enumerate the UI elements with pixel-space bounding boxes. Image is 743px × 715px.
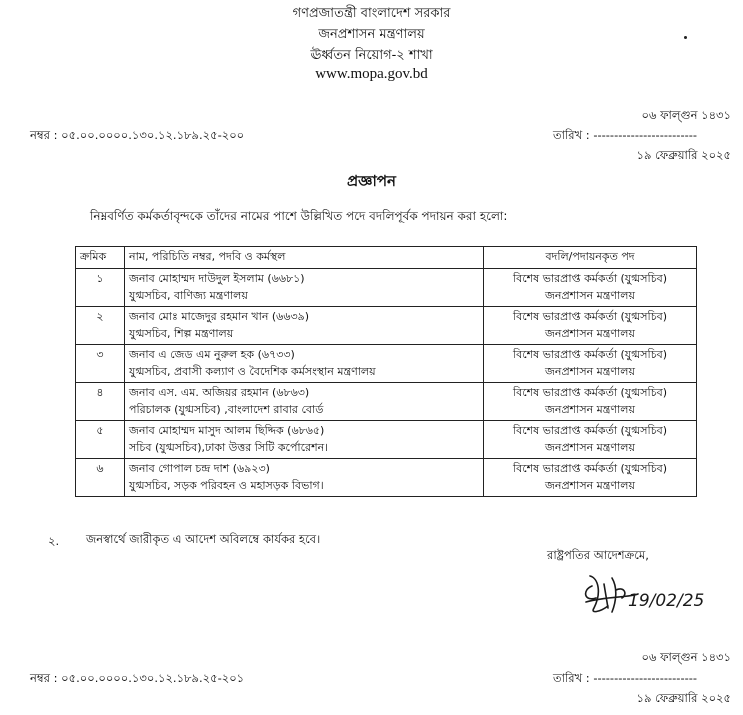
row-post: বিশেষ ভারপ্রাপ্ত কর্মকর্তা (যুগ্মসচিব) (512, 348, 668, 361)
memo2-date-bangla: ০৬ ফাল্গুন ১৪৩১ (641, 650, 731, 664)
row-detail: সচিব (যুগ্মসচিব),ঢাকা উত্তর সিটি কর্পোরেশন। (129, 441, 329, 454)
para2-text: জনস্বার্থে জারীকৃত এ আদেশ অবিলম্বে কার্যকর হবে। (86, 532, 321, 546)
memo1-date-label: তারিখ : ------------------------- (553, 128, 698, 142)
notice-intro: নিম্নবর্ণিত কর্মকর্তাবৃন্দকে তাঁদের নামের পাশে উল্লিখিত পদে বদলিপূর্বক পদায়ন করা হলো: (90, 209, 508, 223)
memo2-number: নম্বর : ০৫.০০.০০০০.১৩০.১২.১৮৯.২৫-২০১ (30, 671, 245, 685)
row-name-cell (125, 421, 484, 459)
website-link[interactable]: www.mopa.gov.bd (315, 66, 428, 82)
row-office: জনপ্রশাসন মন্ত্রণালয় (545, 289, 635, 302)
header-post: বদলি/পদায়নকৃত পদ (484, 247, 697, 269)
row-post-cell (484, 345, 697, 383)
row-detail: যুগ্মসচিব, সড়ক পরিবহন ও মহাসড়ক বিভাগ। (129, 479, 324, 492)
table-header-row (76, 247, 697, 269)
row-name-cell (125, 269, 484, 307)
row-post: বিশেষ ভারপ্রাপ্ত কর্মকর্তা (যুগ্মসচিব) (512, 424, 668, 437)
row-serial: ৪ (76, 383, 125, 421)
notice-title: প্রজ্ঞাপন (346, 172, 397, 190)
row-serial: ২ (76, 307, 125, 345)
ministry-name: জনপ্রশাসন মন্ত্রণালয় (318, 27, 425, 42)
header-name: নাম, পরিচিতি নম্বর, পদবি ও কর্মস্থল (125, 247, 484, 269)
row-post-cell (484, 269, 697, 307)
row-post-cell (484, 421, 697, 459)
table-row (76, 421, 697, 459)
row-name-cell (125, 307, 484, 345)
row-office: জনপ্রশাসন মন্ত্রণালয় (545, 365, 635, 378)
memo1-date-bangla: ০৬ ফাল্গুন ১৪৩১ (641, 108, 731, 122)
row-office: জনপ্রশাসন মন্ত্রণালয় (545, 441, 635, 454)
row-name: জনাব মোহাম্মদ মাসুদ আলম ছিদ্দিক (৬৮৬৫) (129, 424, 325, 437)
memo2-date-english: ১৯ ফেব্রুয়ারি ২০২৫ (636, 691, 731, 705)
row-name: জনাব এ জেড এম নুরুল হক (৬৭৩৩) (129, 348, 295, 361)
row-post: বিশেষ ভারপ্রাপ্ত কর্মকর্তা (যুগ্মসচিব) (512, 272, 668, 285)
stray-dot (684, 36, 687, 39)
memo2-date-label: তারিখ : ------------------------- (553, 671, 698, 685)
table-row (76, 345, 697, 383)
table-row (76, 383, 697, 421)
para2-number: ২. (48, 534, 60, 548)
row-serial: ৬ (76, 459, 125, 497)
posting-table (75, 246, 697, 497)
table-row (76, 459, 697, 497)
row-name-cell (125, 345, 484, 383)
row-name-cell (125, 383, 484, 421)
row-name: জনাব মোঃ মাজেদুর রহমান খান (৬৬৩৯) (129, 310, 310, 323)
row-name: জনাব মোহাম্মদ দাউদুল ইসলাম (৬৬৮১) (129, 272, 305, 285)
row-post-cell (484, 307, 697, 345)
table-row (76, 307, 697, 345)
row-detail: পরিচালক (যুগ্মসচিব) ,বাংলাদেশ রাবার বোর্ড (129, 403, 324, 416)
row-name: জনাব গোপাল চন্দ্র দাশ (৬৯২৩) (129, 462, 270, 475)
memo1-number: নম্বর : ০৫.০০.০০০০.১৩০.১২.১৮৯.২৫-২০০ (30, 128, 245, 142)
row-post: বিশেষ ভারপ্রাপ্ত কর্মকর্তা (যুগ্মসচিব) (512, 462, 668, 475)
branch-name: ঊর্ধ্বতন নিয়োগ-২ শাখা (310, 48, 433, 63)
row-detail: যুগ্মসচিব, শিল্প মন্ত্রণালয় (129, 327, 234, 340)
row-office: জনপ্রশাসন মন্ত্রণালয় (545, 403, 635, 416)
row-post-cell (484, 383, 697, 421)
header-serial: ক্রমিক (76, 247, 125, 269)
by-order-text: রাষ্ট্রপতির আদেশক্রমে, (547, 548, 649, 562)
row-name: জনাব এস. এম. অজিয়র রহমান (৬৮৬৩) (129, 386, 310, 399)
row-detail: যুগ্মসচিব, বাণিজ্য মন্ত্রণালয় (129, 289, 248, 302)
row-post-cell (484, 459, 697, 497)
government-name: গণপ্রজাতন্ত্রী বাংলাদেশ সরকার (292, 6, 451, 21)
row-serial: ১ (76, 269, 125, 307)
memo1-date-english: ১৯ ফেব্রুয়ারি ২০২৫ (636, 148, 731, 162)
row-serial: ৫ (76, 421, 125, 459)
row-office: জনপ্রশাসন মন্ত্রণালয় (545, 327, 635, 340)
row-detail: যুগ্মসচিব, প্রবাসী কল্যাণ ও বৈদেশিক কর্মসংস্থান মন্ত্রণালয় (129, 365, 376, 378)
handwritten-signature (578, 568, 708, 620)
row-office: জনপ্রশাসন মন্ত্রণালয় (545, 479, 635, 492)
table-row (76, 269, 697, 307)
row-serial: ৩ (76, 345, 125, 383)
row-post: বিশেষ ভারপ্রাপ্ত কর্মকর্তা (যুগ্মসচিব) (512, 386, 668, 399)
signature-date: 19/02/25 (628, 591, 705, 611)
row-name-cell (125, 459, 484, 497)
row-post: বিশেষ ভারপ্রাপ্ত কর্মকর্তা (যুগ্মসচিব) (512, 310, 668, 323)
